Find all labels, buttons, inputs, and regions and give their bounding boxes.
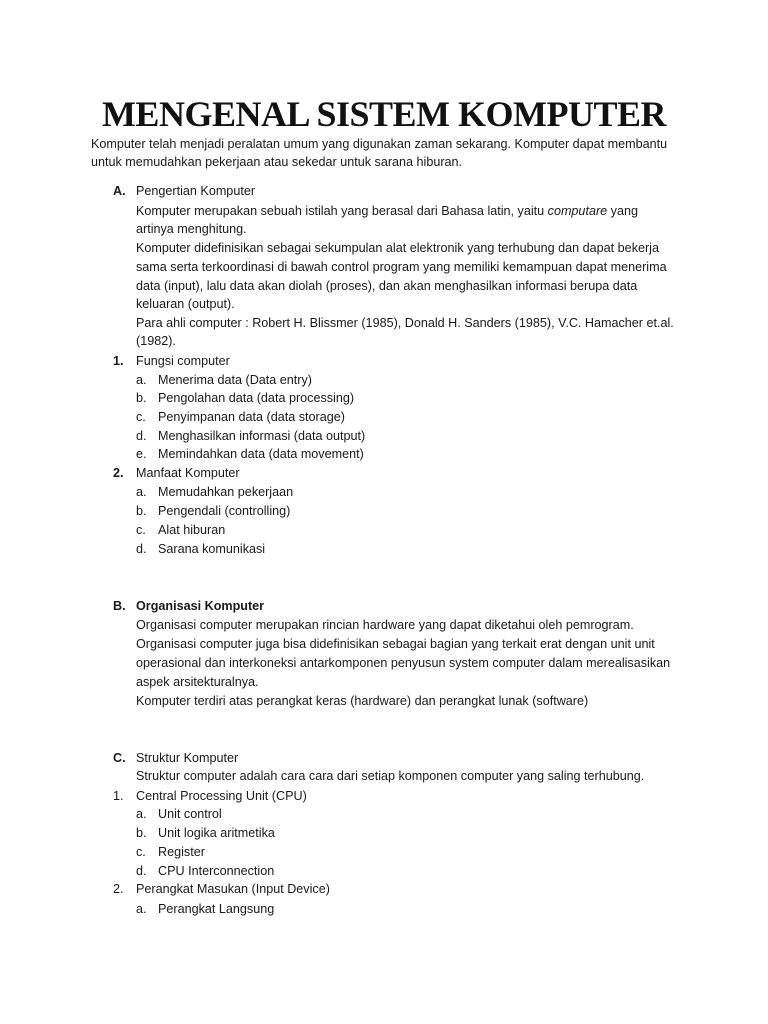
list-item: Pengolahan data (data processing) (158, 391, 355, 405)
list-item: Penyimpanan data (data storage) (158, 410, 345, 424)
list-item-marker: c. (136, 845, 146, 859)
list-item: Pengendali (controlling) (158, 504, 291, 518)
section-a-paragraph-line: (1982). (136, 334, 176, 348)
list-item-marker: a. (136, 485, 147, 499)
list-item: Menerima data (Data entry) (158, 373, 312, 387)
document-title: MENGENAL SISTEM KOMPUTER (101, 94, 667, 134)
list-item: Unit logika aritmetika (158, 826, 275, 840)
section-a-text: yang (607, 204, 638, 218)
list-heading: Central Processing Unit (CPU) (136, 789, 307, 803)
list-item: Memindahkan data (data movement) (158, 447, 364, 461)
list-item: CPU Interconnection (158, 864, 275, 878)
section-c-heading: Struktur Komputer (136, 751, 239, 765)
section-a-italic-term: computare (547, 204, 608, 218)
list-marker: 1. (113, 354, 124, 368)
list-item-marker: b. (136, 504, 147, 518)
section-a-paragraph-line: keluaran (output). (136, 297, 235, 311)
list-item-marker: c. (136, 410, 146, 424)
list-item-marker: b. (136, 826, 147, 840)
section-a-paragraph-line: sama serta terkoordinasi di bawah control program yang memiliki kemampuan dapat menerima (136, 260, 667, 274)
list-item: Register (158, 845, 205, 859)
list-item: Perangkat Langsung (158, 902, 275, 916)
list-item: Memudahkan pekerjaan (158, 485, 294, 499)
intro-line-1: Komputer telah menjadi peralatan umum yang digunakan zaman sekarang. Komputer dapat membantu (91, 137, 668, 151)
list-heading: Perangkat Masukan (Input Device) (136, 882, 330, 896)
section-b-paragraph-line: Organisasi computer merupakan rincian hardware yang dapat diketahui oleh pemrogram. (136, 618, 634, 632)
list-heading: Fungsi computer (136, 354, 230, 368)
list-item-marker: b. (136, 391, 147, 405)
section-a-paragraph-line: Para ahli computer : Robert H. Blissmer (1985), Donald H. Sanders (1985), V.C. Hamacher et.al. (136, 316, 674, 330)
list-item-marker: d. (136, 864, 147, 878)
list-heading: Manfaat Komputer (136, 466, 240, 480)
section-b-paragraph-line: Organisasi computer juga bisa didefinisikan sebagai bagian yang terkait erat dengan unit unit (136, 637, 655, 651)
list-item-marker: d. (136, 542, 147, 556)
list-marker: 1. (113, 789, 124, 803)
list-item-marker: d. (136, 429, 147, 443)
list-item: Alat hiburan (158, 523, 226, 537)
list-item: Sarana komunikasi (158, 542, 266, 556)
list-item-marker: a. (136, 902, 147, 916)
section-b-paragraph-line: aspek arsitekturalnya. (136, 675, 259, 689)
section-b-paragraph-line: operasional dan interkoneksi antarkomponen penyusun system computer dalam merealisasikan (136, 656, 671, 670)
list-item-marker: c. (136, 523, 146, 537)
section-a-paragraph-line (136, 202, 638, 220)
section-b-paragraph-line: Komputer terdiri atas perangkat keras (hardware) dan perangkat lunak (software) (136, 694, 589, 708)
section-a-marker: A. (113, 184, 126, 198)
intro-line-2: untuk memudahkan pekerjaan atau sekedar untuk sarana hiburan. (91, 155, 463, 169)
list-item-marker: a. (136, 373, 147, 387)
section-a-heading: Pengertian Komputer (136, 184, 256, 198)
section-b-heading: Organisasi Komputer (136, 599, 265, 613)
list-item-marker: e. (136, 447, 147, 461)
list-item: Menghasilkan informasi (data output) (158, 429, 366, 443)
section-a-paragraph-line: artinya menghitung. (136, 222, 247, 236)
section-b-marker: B. (113, 599, 126, 613)
section-a-paragraph-line: data (input), lalu data akan diolah (proses), dan akan menghasilkan informasi berupa data (136, 279, 638, 293)
section-c-marker: C. (113, 751, 126, 765)
section-c-paragraph-line: Struktur computer adalah cara cara dari setiap komponen computer yang saling terhubung. (136, 769, 645, 783)
list-marker: 2. (113, 882, 124, 896)
list-marker: 2. (113, 466, 124, 480)
section-a-text: Komputer merupakan sebuah istilah yang berasal dari Bahasa latin, yaitu (136, 204, 548, 218)
section-a-paragraph-line: Komputer didefinisikan sebagai sekumpulan alat elektronik yang terhubung dan dapat bekerja (136, 241, 659, 255)
list-item-marker: a. (136, 807, 147, 821)
list-item: Unit control (158, 807, 222, 821)
